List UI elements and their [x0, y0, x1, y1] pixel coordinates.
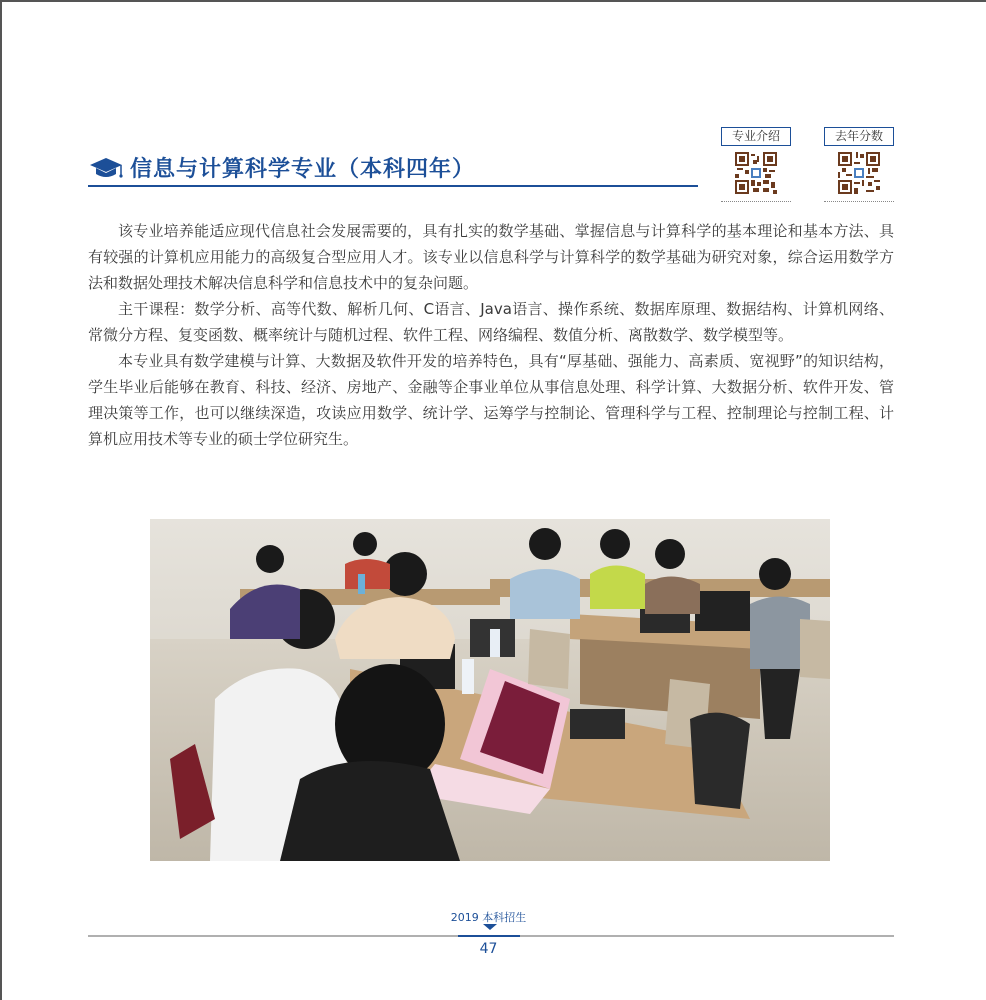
- page-frame-left: [0, 0, 2, 1000]
- qr-block-last-year-scores: [824, 127, 894, 202]
- page-frame-top: [0, 0, 986, 2]
- section-header: [88, 150, 698, 186]
- qr-divider: [721, 201, 791, 202]
- major-description: [88, 218, 894, 452]
- classroom-photo: [150, 519, 830, 861]
- qr-label-last-year-scores: 去年分数: [824, 127, 894, 146]
- graduation-cap-icon: [88, 156, 124, 180]
- qr-divider: [824, 201, 894, 202]
- qr-code-icon[interactable]: [838, 152, 880, 194]
- page-number: 47: [479, 941, 498, 957]
- paragraph-features-careers: 本专业具有数学建模与计算、大数据及软件开发的培养特色，具有“厚基础、强能力、高素质、宽视野”的知识结构，学生毕业后能够在教育、科技、经济、房地产、金融等企事业单位从事信息处理、科学计算、大数据分析、软件开发、管理决策等工作，也可以继续深造，攻读应用数学、统计学、运筹学与控制论、管理科学与工程、控制理论与控制工程、计算机应用技术等专业的硕士学位研究生。: [88, 352, 894, 448]
- photo-illustration: [150, 519, 830, 861]
- qr-label-major-intro: 专业介绍: [721, 127, 791, 146]
- qr-code-icon[interactable]: [735, 152, 777, 194]
- footer-rule-accent: [458, 935, 520, 937]
- paragraph-overview: 该专业培养能适应现代信息社会发展需要的，具有扎实的数学基础、掌握信息与计算科学的基本理论和基本方法、具有较强的计算机应用能力的高级复合型应用人才。该专业以信息科学与计算科学的数学基础为研究对象，综合运用数学方法和数据处理技术解决信息科学和信息技术中的复杂问题。: [88, 222, 894, 292]
- title-underline: [88, 185, 698, 187]
- paragraph-core-courses: 主干课程：数学分析、高等代数、解析几何、C语言、Java语言、操作系统、数据库原理、数据结构、计算机网络、常微分方程、复变函数、概率统计与随机过程、软件工程、网络编程、数值分析、离散数学、数学模型等。: [88, 300, 894, 344]
- qr-block-major-intro: [721, 127, 791, 202]
- page-title: 信息与计算科学专业（本科四年）: [130, 157, 476, 182]
- footer-label: 2019 本科招生: [450, 911, 527, 924]
- footer-triangle-icon: [483, 924, 497, 930]
